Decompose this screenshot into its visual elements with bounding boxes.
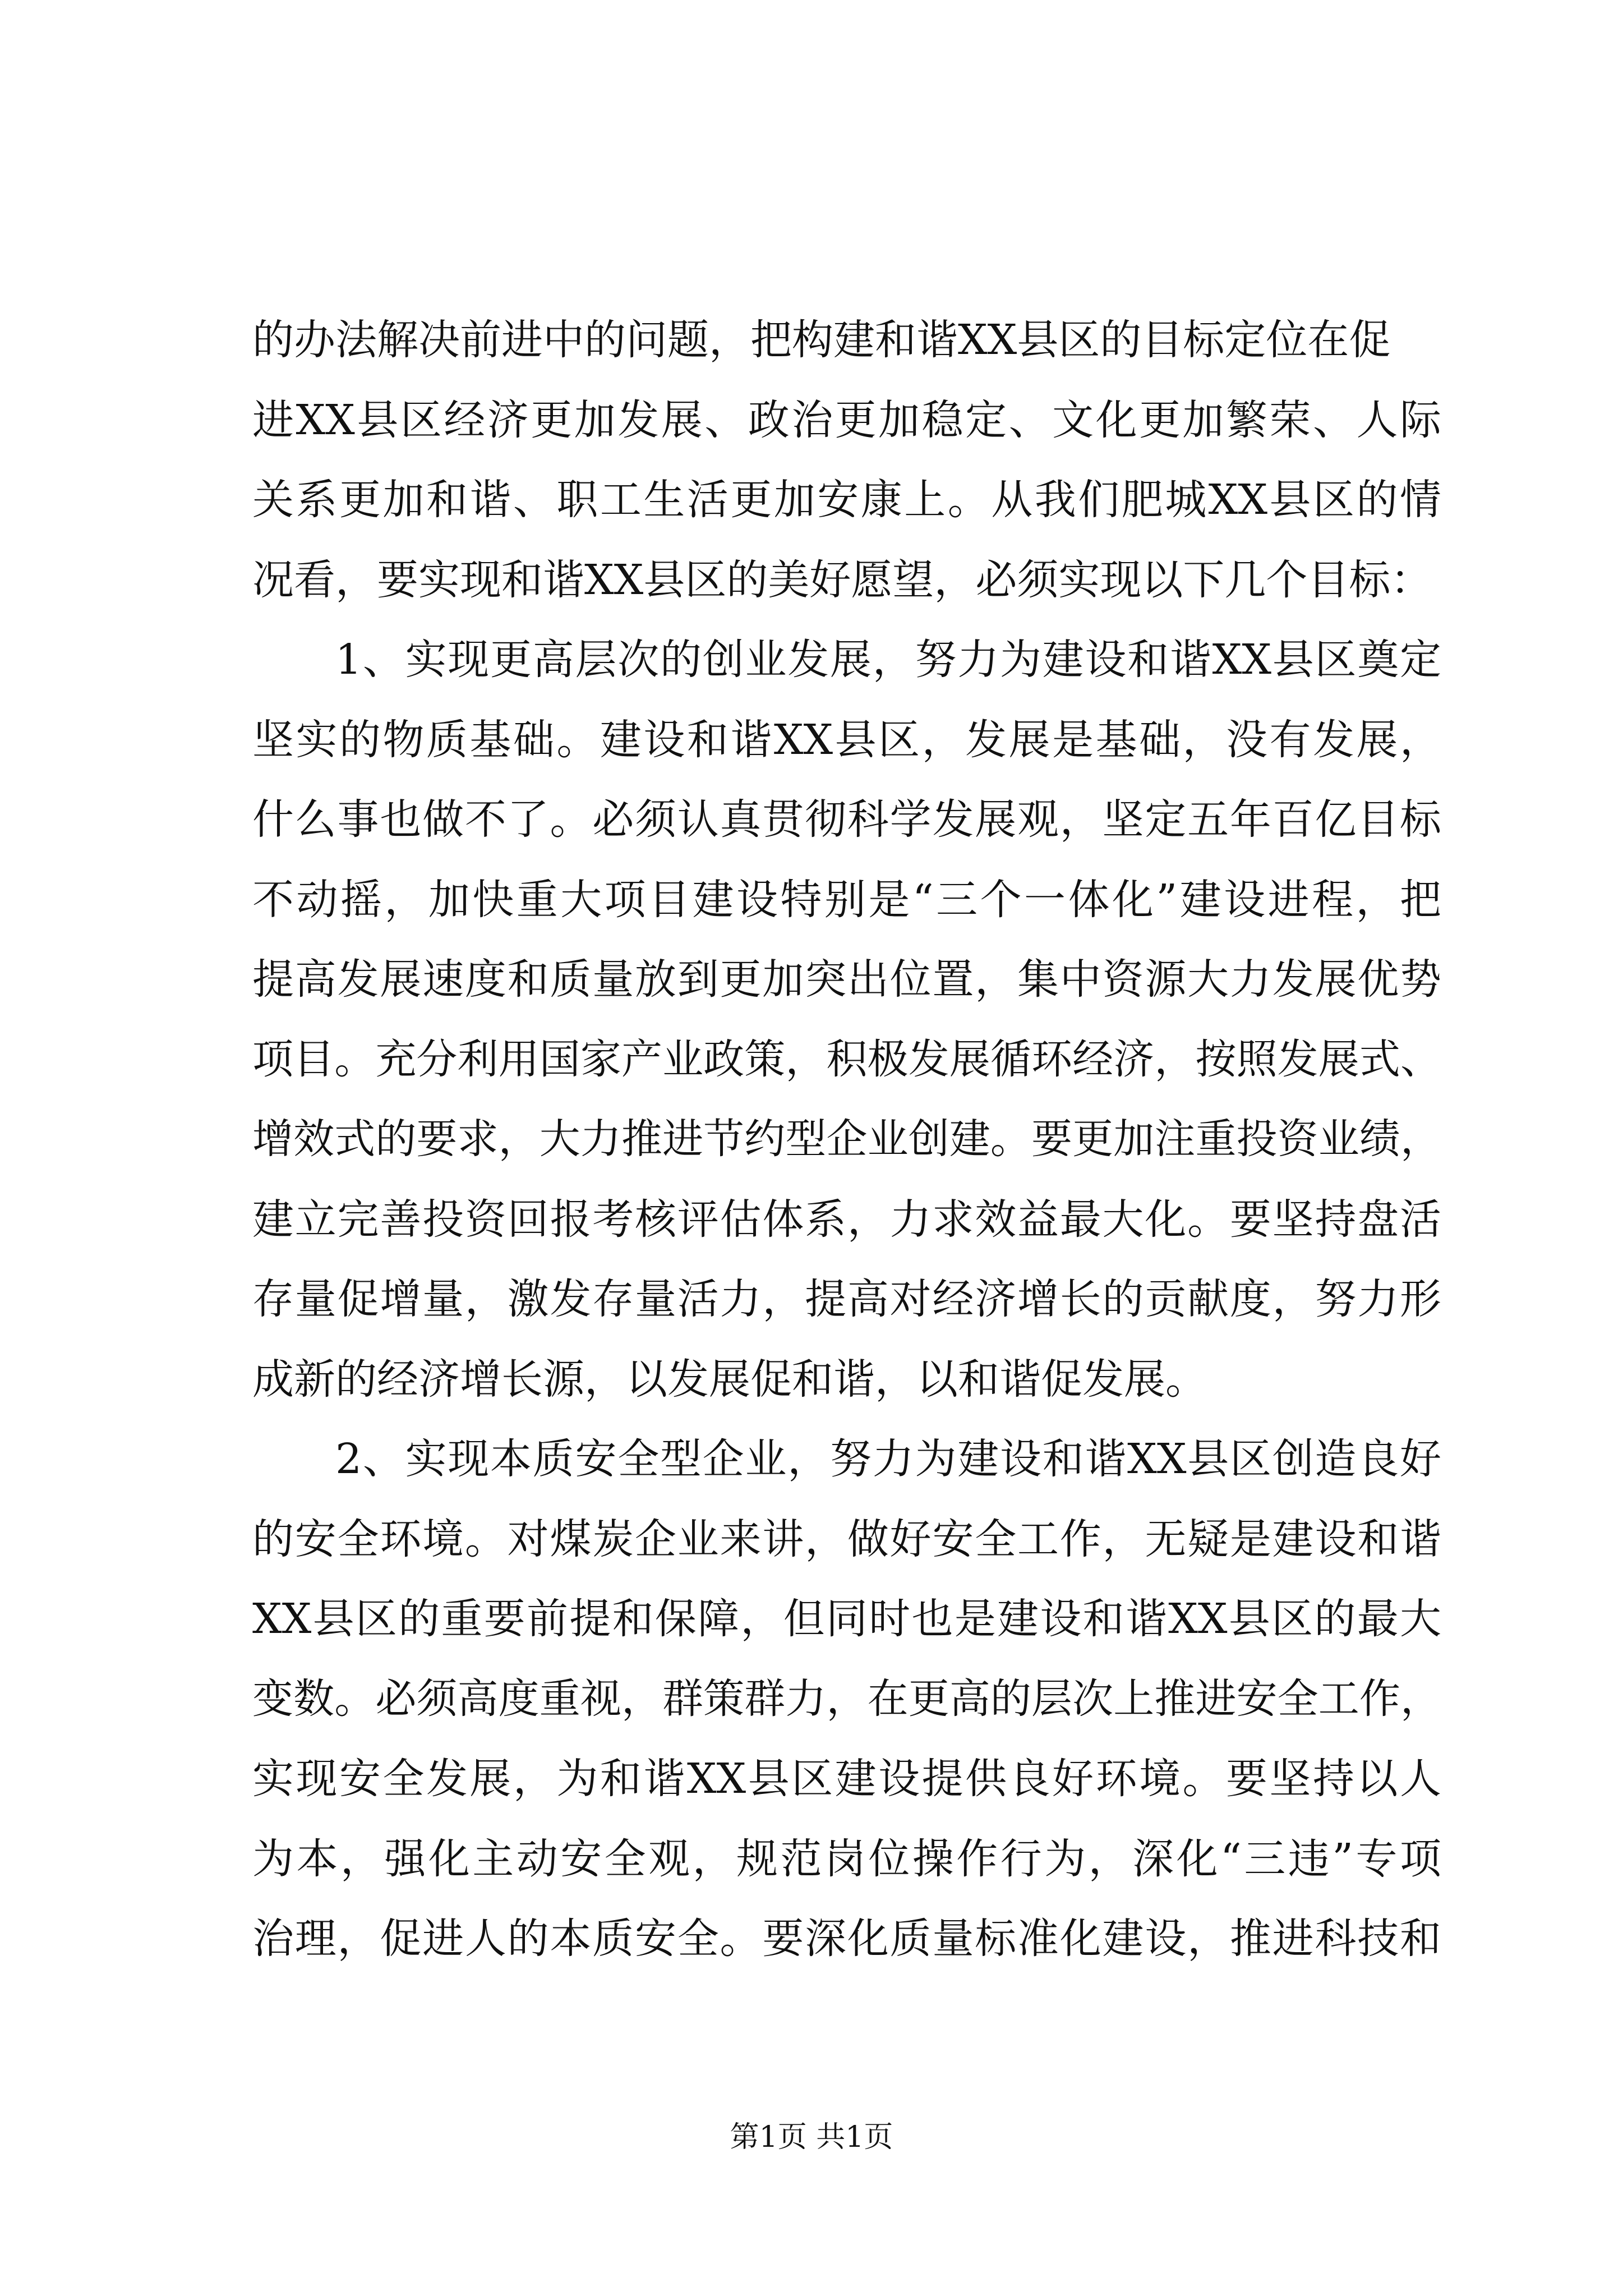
text-line: 什么事也做不了。必须认真贯彻科学发展观，坚定五年百亿目标 bbox=[252, 795, 1441, 844]
text-line: 存量促增量，激发存量活力，提高对经济增长的贡献度，努力形 bbox=[252, 1275, 1441, 1323]
text-line: 实现安全发展，为和谐XX县区建设提供良好环境。要坚持以人 bbox=[252, 1755, 1441, 1803]
paragraph-start-line: 2、实现本质安全型企业，努力为建设和谐XX县区创造良好 bbox=[335, 1435, 1441, 1483]
text-line: 治理，促进人的本质安全。要深化质量标准化建设，推进科技和 bbox=[252, 1915, 1441, 1963]
text-line: 建立完善投资回报考核评估体系，力求效益最大化。要坚持盘活 bbox=[252, 1195, 1441, 1244]
text-line: 变数。必须高度重视，群策群力，在更高的层次上推进安全工作， bbox=[252, 1674, 1441, 1723]
text-line: 况看，要实现和谐XX县区的美好愿望，必须实现以下几个目标： bbox=[252, 555, 1432, 604]
text-line: 不动摇，加快重大项目建设特别是“三个一体化”建设进程，把 bbox=[252, 875, 1441, 924]
text-line: 的办法解决前进中的问题，把构建和谐XX县区的目标定位在促 bbox=[252, 316, 1391, 364]
text-line: 成新的经济增长源，以发展促和谐，以和谐促发展。 bbox=[252, 1355, 1207, 1404]
page-footer: 第1页 共1页 bbox=[730, 2120, 893, 2154]
text-line: 提高发展速度和质量放到更加突出位置，集中资源大力发展优势 bbox=[252, 955, 1441, 1004]
text-line: 的安全环境。对煤炭企业来讲，做好安全工作，无疑是建设和谐 bbox=[252, 1515, 1441, 1563]
text-line: 增效式的要求，大力推进节约型企业创建。要更加注重投资业绩， bbox=[252, 1115, 1441, 1163]
text-line: XX县区的重要前提和保障，但同时也是建设和谐XX县区的最大 bbox=[252, 1595, 1441, 1643]
text-line: 进XX县区经济更加发展、政治更加稳定、文化更加繁荣、人际 bbox=[252, 395, 1441, 444]
text-line: 项目。充分利用国家产业政策，积极发展循环经济，按照发展式、 bbox=[252, 1035, 1441, 1083]
text-line: 关系更加和谐、职工生活更加安康上。从我们肥城XX县区的情 bbox=[252, 476, 1441, 524]
body-text bbox=[252, 300, 1441, 1979]
text-line: 为本，强化主动安全观，规范岗位操作行为，深化“三违”专项 bbox=[252, 1834, 1441, 1883]
text-line: 坚实的物质基础。建设和谐XX县区，发展是基础，没有发展， bbox=[252, 715, 1441, 764]
paragraph-start-line: 1、实现更高层次的创业发展，努力为建设和谐XX县区奠定 bbox=[335, 636, 1441, 684]
